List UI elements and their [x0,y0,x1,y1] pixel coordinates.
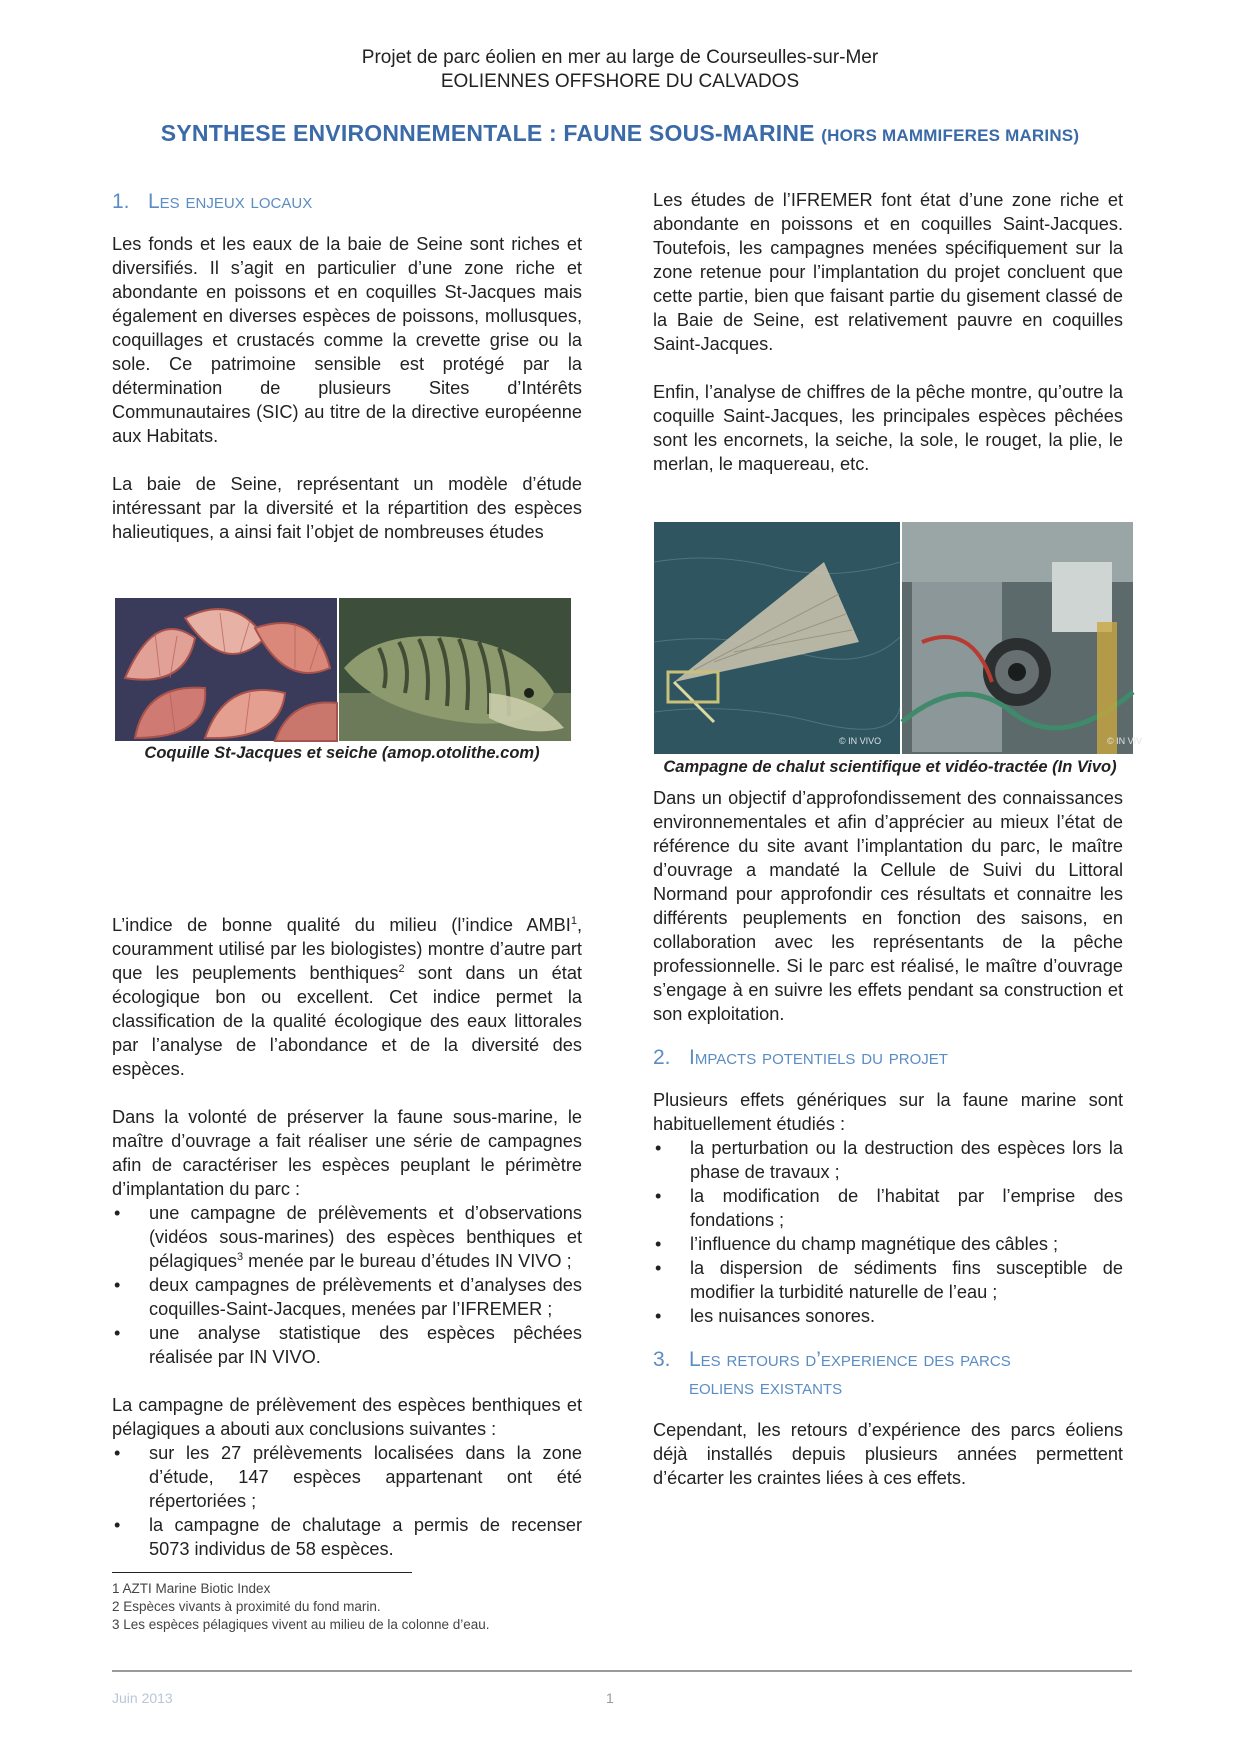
photo-watermark: © IN VIVO [839,736,882,746]
cuttlefish-photo [339,598,571,741]
footnote-3: 3 Les espèces pélagiques vivent au milieu de la colonne d’eau. [112,1617,490,1632]
list-item: • la dispersion de sédiments fins susceptible de modifier la turbidité naturelle de l’eau ; [653,1256,1123,1304]
right-column [653,188,1123,1490]
paragraph-objective: Dans un objectif d’approfondissement des connaissances environnementales et afin d’apprécier au mieux l’état de référence du site avant l’implantation du parc, le maître d’ouvrage a mandaté la Cellule de Suivi du Littoral Normand pour approfondir ces résultats et connaitre les différents peuplements en fonction des saisons, en collaboration avec les représentants de la pêche professionnelle. Si le parc est réalisé, le maître d’ouvrage s’engage à en suivre les effets pendant sa construction et son exploitation. [653,788,1123,1024]
paragraph-seine-bay: La baie de Seine, représentant un modèle d’étude intéressant par la diversité et la répartition des espèces halieutiques, a ainsi fait l’objet de nombreuses études [112,474,582,542]
list-item: • deux campagnes de prélèvements et d’analyses des coquilles-Saint-Jacques, menées par l’IFREMER ; [112,1273,582,1321]
paragraph-conclusions: La campagne de prélèvement des espèces benthiques et pélagiques a abouti aux conclusions suivantes : [112,1395,582,1439]
section-3-heading [653,1346,1123,1402]
page-number: 1 [606,1690,614,1706]
section-2-title: Impacts potentiels du projet [689,1046,948,1069]
footer-date: Juin 2013 [112,1690,173,1706]
footnote-divider [112,1572,412,1573]
section-3-number: 3. [653,1348,671,1371]
list-item: • la perturbation ou la destruction des espèces lors la phase de travaux ; [653,1136,1123,1184]
section-2-number: 2. [653,1046,671,1069]
paragraph-campaigns: Dans la volonté de préserver la faune sous-marine, le maître d’ouvrage a fait réaliser une série de campagnes afin de caractériser les espèces peuplant le périmètre d’implantation du parc : [112,1107,582,1199]
title-main: SYNTHESE ENVIRONNEMENTALE : FAUNE SOUS-MARINE [160,120,815,146]
paragraph-feedback: Cependant, les retours d’expérience des parcs éoliens déjà installés depuis plusieurs années permettent d’écarter les craintes liées à ces effets. [653,1420,1123,1488]
footnote-1: 1 AZTI Marine Biotic Index [112,1581,271,1596]
title-sub: (HORS MAMMIFERES MARINS) [821,126,1080,145]
list-item: • une analyse statistique des espèces pêchées réalisée par IN VIVO. [112,1321,582,1369]
section-1-heading [112,188,582,216]
section-3-title-line1: Les retours d’experience des parcs [689,1348,1011,1371]
list-item: • sur les 27 prélèvements localisées dans la zone d’étude, 147 espèces appartenant ont été répertoriées ; [112,1441,582,1513]
section-1-title: Les enjeux locaux [148,190,313,213]
header-company-line: EOLIENNES OFFSHORE DU CALVADOS [440,71,800,92]
footnote-2: 2 Espèces vivants à proximité du fond marin. [112,1599,381,1614]
paragraph-ifremer: Les études de l’IFREMER font état d’une zone riche et abondante en poissons et en coquilles Saint-Jacques. Toutefois, les campagnes menées spécifiquement sur la zone retenue pour l’implantation du projet concluent que cette partie, bien que faisant partie du gisement classé de la Baie de Seine, est relativement pauvre en coquilles Saint-Jacques. [653,190,1123,354]
list-item: • les nuisances sonores. [653,1304,1123,1328]
header-project-line: Projet de parc éolien en mer au large de Courseulles-sur-Mer [361,47,879,68]
document-header [0,46,1240,94]
paragraph-ambi-index: L’indice de bonne qualité du milieu (l’indice AMBI$^1$, couramment utilisé par les biologistes) montre d’autre part que les peuplements benthiques$^2$ sont dans un état écologique bon ou excellent. Cet indice permet la classification de la qualité écologique des eaux littorales par l’analyse de l’abondance et de la diversité des espèces. [112,914,582,1079]
section-1-number: 1. [112,190,130,213]
section-2-heading [653,1044,1123,1072]
list-item: • la campagne de chalutage a permis de recenser 5073 individus de 58 espèces. [112,1513,582,1561]
photo-caption-left: Coquille St-Jacques et seiche (amop.otolithe.com) [144,744,540,762]
conclusions-list [112,1441,582,1561]
paragraph-effects: Plusieurs effets génériques sur la faune marine sont habituellement étudiés : [653,1090,1123,1134]
effects-list [653,1136,1123,1328]
photo-caption-right: Campagne de chalut scientifique et vidéo-tractée (In Vivo) [663,758,1117,776]
towed-video-photo [902,522,1143,754]
page-title [0,120,1240,147]
list-item: • l’influence du champ magnétique des câbles ; [653,1232,1123,1256]
paragraph-fishing: Enfin, l’analyse de chiffres de la pêche montre, qu’outre la coquille Saint-Jacques, les principales espèces pêchées sont les encornets, la seiche, la sole, le rouget, la plie, le merlan, le maquereau, etc. [653,382,1123,474]
paragraph-local-issues: Les fonds et les eaux de la baie de Seine sont riches et diversifiés. Il s’agit en particulier d’une zone riche et abondante en poissons et en coquilles St-Jacques mais également en diverses espèces de poissons, mollusques, coquillages et crustacés comme la crevette grise ou la sole. Ce patrimoine sensible est protégé par la détermination de plusieurs Sites d’Intérêts Communautaires (SIC) au titre de la directive européenne aux Habitats. [112,234,582,446]
footer-divider [112,1670,1132,1672]
left-column [112,188,582,1561]
footnotes [112,1580,490,1634]
scallop-shells-photo [115,598,337,741]
photo-watermark: © IN VIV [1107,736,1143,746]
list-item: • la modification de l’habitat par l’emprise des fondations ; [653,1184,1123,1232]
campaigns-list [112,1201,582,1369]
list-item: • une campagne de prélèvements et d’observations (vidéos sous-marines) des espèces benthiques et pélagiques$^3$ menée par le bureau d’études IN VIVO ; [112,1201,582,1273]
trawl-net-photo [654,522,900,754]
section-3-title-line2: eoliens existants [689,1376,843,1399]
